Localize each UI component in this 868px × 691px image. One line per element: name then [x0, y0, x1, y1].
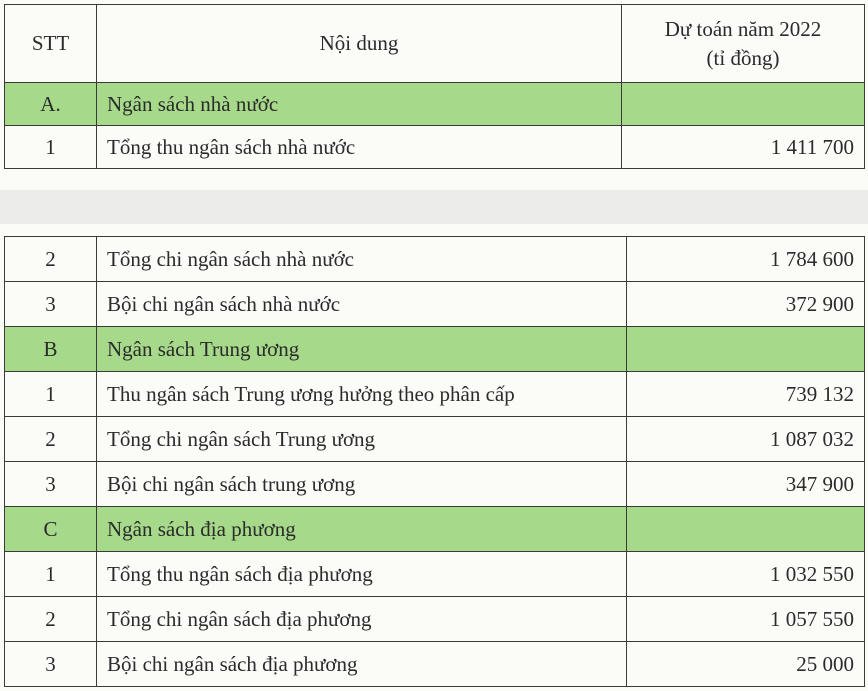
row-stt: 1 [5, 126, 97, 169]
table-row [5, 126, 865, 169]
section-row [5, 83, 865, 126]
row-value: 1 411 700 [622, 126, 865, 169]
row-content: Ngân sách nhà nước [97, 83, 622, 126]
header-estimate-line1: Dự toán năm 2022 [664, 17, 822, 42]
header-stt: STT [5, 5, 97, 83]
header-estimate [622, 5, 865, 83]
section-row [5, 327, 865, 372]
row-stt: 1 [5, 552, 97, 597]
row-stt: 3 [5, 282, 97, 327]
row-content: Tổng chi ngân sách Trung ương [97, 417, 627, 462]
section-row [5, 507, 865, 552]
row-value: 1 057 550 [627, 597, 865, 642]
table-row [5, 417, 865, 462]
row-content: Tổng thu ngân sách địa phương [97, 552, 627, 597]
row-content: Ngân sách địa phương [97, 507, 627, 552]
row-value: 1 784 600 [627, 237, 865, 282]
header-content: Nội dung [97, 5, 622, 83]
row-value: 739 132 [627, 372, 865, 417]
row-stt: 2 [5, 417, 97, 462]
row-content: Bội chi ngân sách nhà nước [97, 282, 627, 327]
row-stt: 3 [5, 642, 97, 687]
row-content: Tổng chi ngân sách nhà nước [97, 237, 627, 282]
row-stt: A. [5, 83, 97, 126]
table-row [5, 462, 865, 507]
table-row [5, 237, 865, 282]
row-stt: C [5, 507, 97, 552]
budget-table-top [4, 4, 865, 169]
row-stt: 1 [5, 372, 97, 417]
row-value [627, 327, 865, 372]
row-content: Thu ngân sách Trung ương hưởng theo phân cấp [97, 372, 627, 417]
row-content: Bội chi ngân sách địa phương [97, 642, 627, 687]
row-stt: 2 [5, 237, 97, 282]
row-value [627, 507, 865, 552]
row-value: 1 087 032 [627, 417, 865, 462]
table-row [5, 552, 865, 597]
row-content: Tổng chi ngân sách địa phương [97, 597, 627, 642]
table-row [5, 372, 865, 417]
row-content: Tổng thu ngân sách nhà nước [97, 126, 622, 169]
budget-table-bottom [4, 236, 865, 687]
row-value: 347 900 [627, 462, 865, 507]
table-header-row [5, 5, 865, 83]
table-row [5, 597, 865, 642]
row-content: Ngân sách Trung ương [97, 327, 627, 372]
row-stt: B [5, 327, 97, 372]
row-value: 25 000 [627, 642, 865, 687]
row-value: 372 900 [627, 282, 865, 327]
row-value: 1 032 550 [627, 552, 865, 597]
row-content: Bội chi ngân sách trung ương [97, 462, 627, 507]
header-estimate-line2: (tỉ đồng) [706, 45, 780, 70]
page-gap [0, 190, 868, 224]
row-stt: 3 [5, 462, 97, 507]
row-value [622, 83, 865, 126]
row-stt: 2 [5, 597, 97, 642]
table-row [5, 642, 865, 687]
table-row [5, 282, 865, 327]
